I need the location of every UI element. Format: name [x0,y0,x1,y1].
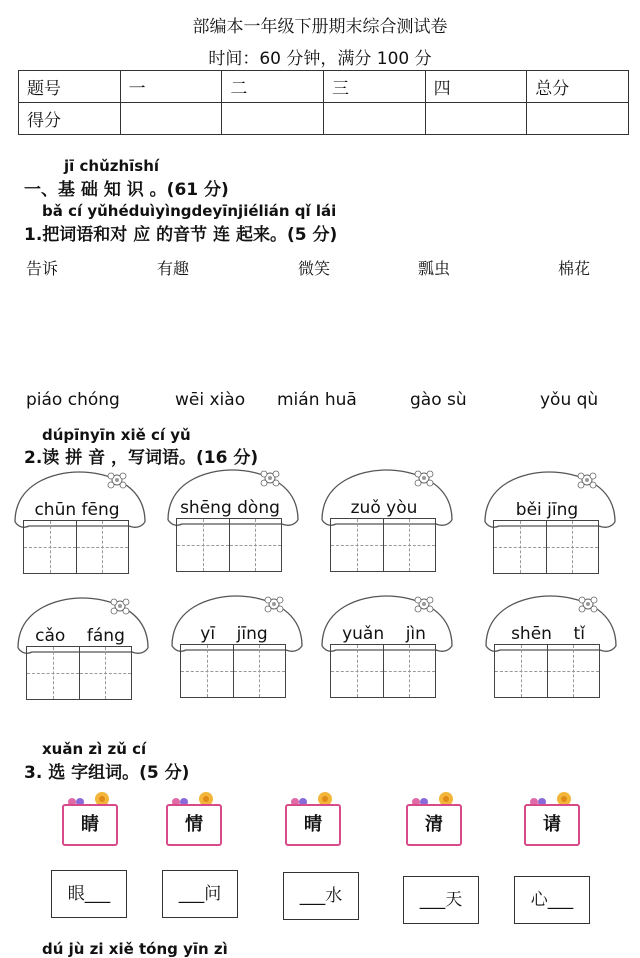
q2-heading: 2.读 拼 音 ，写词语。(16 分) [24,448,259,468]
char-card [60,790,120,850]
page-subtitle: 时间：60 分钟，满分 100 分 [208,49,432,69]
grid-cell[interactable] [384,519,436,571]
hut-pinyin-label: zuǒ yòu [350,498,418,518]
grid-cell[interactable] [77,521,129,573]
hut-pinyin-label: běi jīng [515,500,579,520]
grid-cell[interactable] [331,645,384,697]
table-cell: 二 [222,71,324,103]
syllable-item[interactable]: yǒu qù [540,390,599,410]
grid-cell[interactable] [548,645,600,697]
pinyin-hut [483,470,623,590]
char-card [164,790,224,850]
score-cell[interactable] [222,103,324,135]
syllable-item[interactable]: gào sù [410,390,467,410]
q4-pinyin: dú jù zi xiě tóng yīn zì [42,940,228,958]
grid-cell[interactable] [80,647,132,699]
grid-cell[interactable] [234,645,286,697]
char-box: 睛 [62,804,118,846]
score-cell[interactable] [527,103,629,135]
word-item[interactable]: 告诉 [26,259,59,278]
q2-pinyin: dúpīnyīn xiě cí yǔ [42,426,191,444]
table-cell: 总分 [527,71,629,103]
grid-cell[interactable] [331,519,384,571]
char-card [404,790,464,850]
table-cell: 三 [323,71,425,103]
table-cell: 题号 [19,71,121,103]
score-cell[interactable] [120,103,222,135]
table-cell: 一 [120,71,222,103]
grid-cell[interactable] [547,521,599,573]
writing-grid[interactable] [494,644,600,698]
pinyin-hut [170,594,310,714]
pinyin-hut [13,470,153,590]
pinyin-hut [16,596,156,716]
grid-cell[interactable] [384,645,436,697]
pinyin-hut [484,594,624,714]
syllable-item[interactable]: wēi xiào [175,390,246,410]
part1-heading: 一、基 础 知 识 。(61 分) [24,180,229,200]
grid-cell[interactable] [181,645,234,697]
answer-box[interactable]: ___天 [403,876,479,924]
char-box: 晴 [285,804,341,846]
answer-box[interactable]: 心___ [514,876,590,924]
writing-grid[interactable] [330,518,436,572]
writing-grid[interactable] [26,646,132,700]
table-cell: 四 [425,71,527,103]
grid-cell[interactable] [230,519,282,571]
q3-heading: 3. 选 字组词。(5 分) [24,763,190,783]
grid-cell[interactable] [27,647,80,699]
word-item[interactable]: 瓢虫 [418,259,451,278]
pinyin-hut [320,594,460,714]
answer-box[interactable]: 眼___ [51,870,127,918]
char-box: 清 [406,804,462,846]
q1-pinyin: bǎ cí yǔhéduìyìngdeyīnjiélián qǐ lái [42,202,337,220]
q1-heading: 1.把词语和对 应 的音节 连 起来。(5 分) [24,225,338,245]
writing-grid[interactable] [23,520,129,574]
grid-cell[interactable] [177,519,230,571]
hut-pinyin-label: shēng dòng [180,498,280,518]
word-item[interactable]: 棉花 [558,259,591,278]
score-table-row-header [19,71,629,103]
score-table-row-score [19,103,629,135]
hut-pinyin-label: yī jīng [200,624,268,644]
score-cell[interactable] [323,103,425,135]
page-title: 部编本一年级下册期末综合测试卷 [192,17,448,37]
char-box: 请 [524,804,580,846]
q3-pinyin: xuǎn zì zǔ cí [42,740,147,758]
hut-pinyin-label: chūn fēng [34,500,120,520]
writing-grid[interactable] [180,644,286,698]
hut-pinyin-label: yuǎn jìn [342,624,426,644]
answer-box[interactable]: ___问 [162,870,238,918]
syllable-item[interactable]: piáo chóng [26,390,120,410]
syllable-item[interactable]: mián huā [277,390,357,410]
char-box: 情 [166,804,222,846]
answer-box[interactable]: ___水 [283,872,359,920]
part1-pinyin: jī chǔzhīshí [64,157,160,175]
char-card [522,790,582,850]
char-card [283,790,343,850]
table-cell: 得分 [19,103,121,135]
pinyin-hut [166,468,306,588]
score-table [18,70,629,135]
pinyin-hut [320,468,460,588]
grid-cell[interactable] [494,521,547,573]
grid-cell[interactable] [495,645,548,697]
writing-grid[interactable] [330,644,436,698]
grid-cell[interactable] [24,521,77,573]
word-item[interactable]: 有趣 [157,259,190,278]
hut-pinyin-label: cǎo fáng [35,626,125,646]
score-cell[interactable] [425,103,527,135]
word-item[interactable]: 微笑 [298,259,331,278]
writing-grid[interactable] [493,520,599,574]
writing-grid[interactable] [176,518,282,572]
hut-pinyin-label: shēn tǐ [511,624,585,644]
